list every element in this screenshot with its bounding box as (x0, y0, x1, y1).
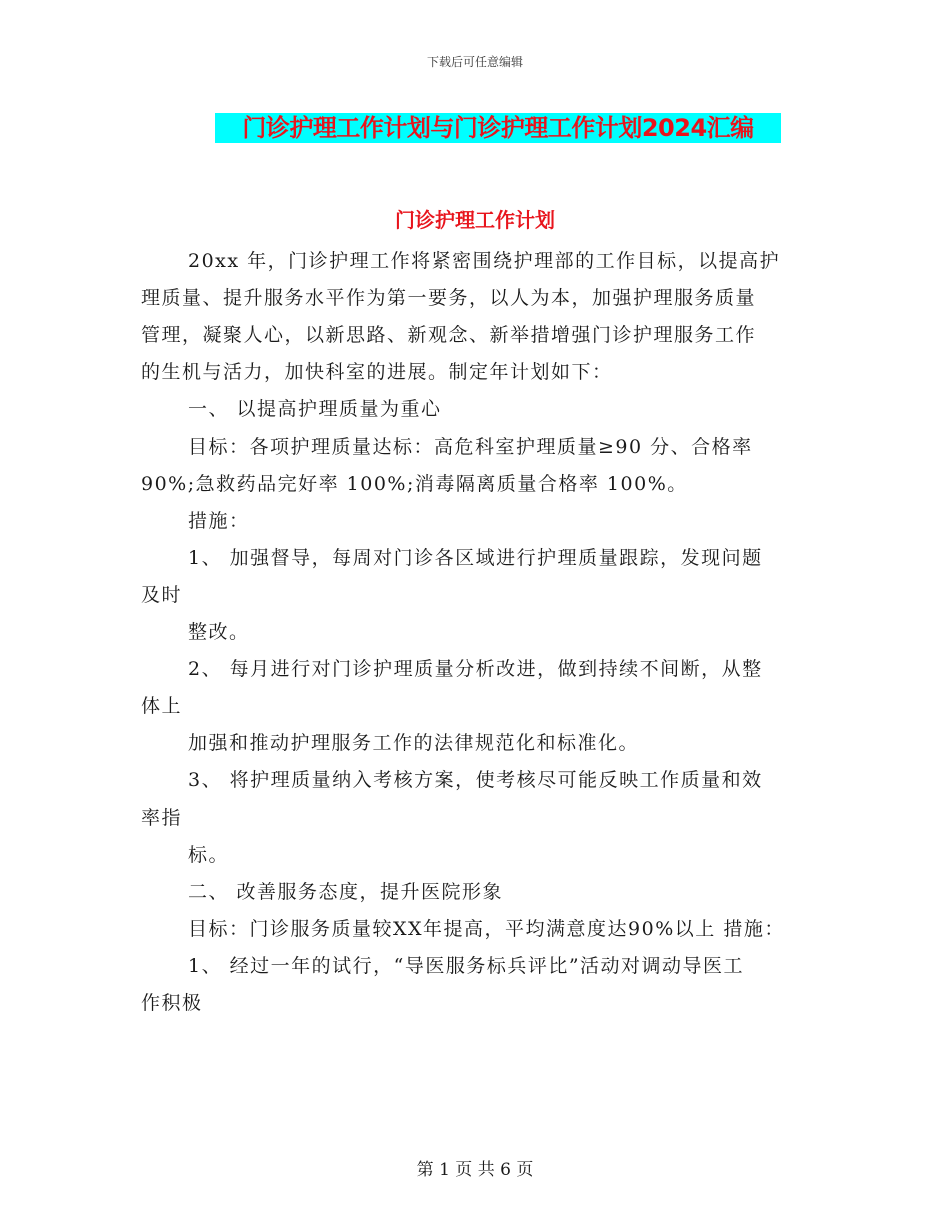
paragraph-line: 措施： (188, 509, 250, 532)
paragraph-line: 体上 (141, 695, 183, 718)
paragraph-line: 的生机与活力，加快科室的进展。制定年计划如下： (141, 361, 613, 384)
paragraph-line: 标。 (188, 843, 230, 866)
paragraph-line: 二、 改善服务态度，提升医院形象 (188, 880, 504, 903)
paragraph-line: 2、 每月进行对门诊护理质量分析改进，做到持续不间断，从整 (188, 658, 763, 681)
document-title: 门诊护理工作计划与门诊护理工作计划2024汇编 (215, 113, 781, 143)
paragraph-line: 目标：门诊服务质量较XX年提高，平均满意度达90%以上 措施： (188, 917, 785, 940)
page-footer: 第 1 页 共 6 页 (416, 1160, 534, 1180)
paragraph-line: 理质量、提升服务水平作为第一要务，以人为本，加强护理服务质量 (141, 287, 757, 310)
paragraph-line: 率指 (141, 806, 183, 829)
paragraph-line: 90%;急救药品完好率 100%;消毒隔离质量合格率 100%。 (141, 472, 688, 495)
paragraph-line: 作积极 (141, 992, 203, 1014)
paragraph-line: 1、 加强督导，每周对门诊各区域进行护理质量跟踪，发现问题 (188, 546, 763, 569)
paragraph-line: 3、 将护理质量纳入考核方案，使考核尽可能反映工作质量和效 (188, 769, 763, 792)
paragraph-line: 20xx 年，门诊护理工作将紧密围绕护理部的工作目标，以提高护 (188, 250, 781, 272)
section-title: 门诊护理工作计划 (395, 208, 555, 232)
paragraph-line: 管理，凝聚人心，以新思路、新观念、新举措增强门诊护理服务工作 (141, 324, 757, 347)
header-note: 下载后可任意编辑 (426, 55, 523, 69)
paragraph-line: 一、 以提高护理质量为重心 (188, 398, 442, 421)
paragraph-line: 1、 经过一年的试行，“导医服务标兵评比”活动对调动导医工 (188, 954, 745, 977)
paragraph-line: 加强和推动护理服务工作的法律规范化和标准化。 (188, 732, 640, 755)
paragraph-line: 整改。 (188, 621, 250, 643)
paragraph-line: 目标：各项护理质量达标：高危科室护理质量≥90 分、合格率 (188, 435, 753, 458)
paragraph-line: 及时 (141, 583, 183, 606)
